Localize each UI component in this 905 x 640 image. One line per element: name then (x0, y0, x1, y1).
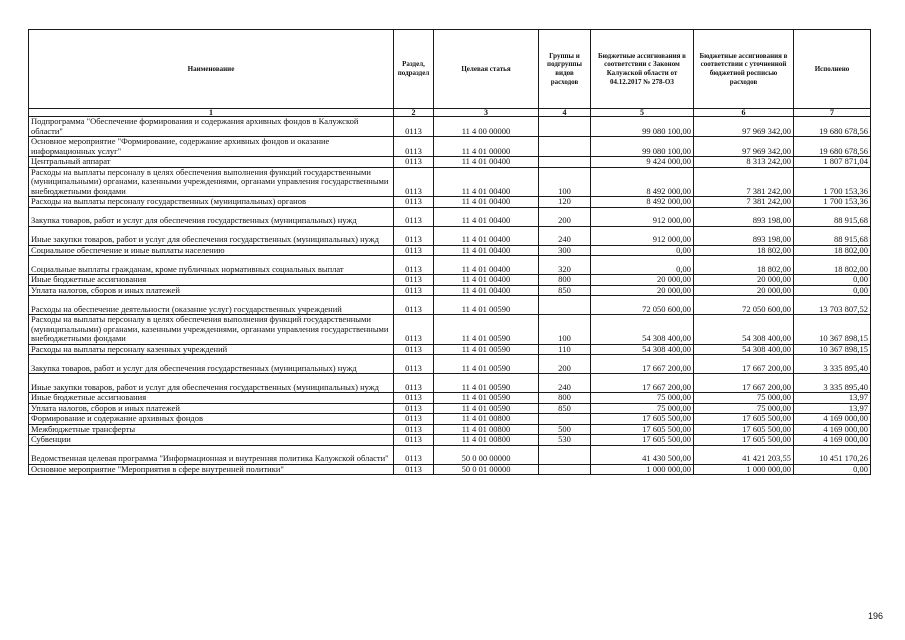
cell-name: Закупка товаров, работ и услуг для обеспечения государственных (муниципальных) нужд (29, 207, 394, 226)
cell-section: 0113 (394, 256, 434, 275)
cell-law-allocation: 41 430 500,00 (591, 445, 694, 464)
cell-refined-allocation: 41 421 203,55 (694, 445, 794, 464)
cell-law-allocation: 8 492 000,00 (591, 197, 694, 208)
budget-table-container (28, 29, 871, 475)
cell-executed: 19 680 678,56 (794, 117, 871, 137)
table-row (29, 445, 871, 464)
cell-name: Формирование и содержание архивных фондов (29, 414, 394, 425)
cell-target-article: 11 4 01 00400 (434, 207, 539, 226)
cell-law-allocation: 1 000 000,00 (591, 464, 694, 475)
column-number: 2 (394, 109, 434, 117)
cell-target-article: 11 4 01 00590 (434, 393, 539, 404)
cell-target-article: 11 4 01 00400 (434, 256, 539, 275)
cell-target-article: 11 4 01 00400 (434, 285, 539, 296)
cell-section: 0113 (394, 445, 434, 464)
cell-law-allocation: 17 605 500,00 (591, 424, 694, 435)
table-row (29, 285, 871, 296)
table-row (29, 435, 871, 446)
table-row (29, 275, 871, 286)
cell-expense-group: 240 (539, 226, 591, 245)
cell-executed: 13,97 (794, 393, 871, 404)
cell-executed: 4 169 000,00 (794, 435, 871, 446)
column-number-row (29, 109, 871, 117)
cell-refined-allocation: 893 198,00 (694, 226, 794, 245)
cell-executed: 4 169 000,00 (794, 424, 871, 435)
cell-target-article: 50 0 00 00000 (434, 445, 539, 464)
cell-executed: 4 169 000,00 (794, 414, 871, 425)
cell-target-article: 11 4 01 00800 (434, 435, 539, 446)
cell-target-article: 11 4 01 00590 (434, 403, 539, 414)
cell-section: 0113 (394, 344, 434, 355)
cell-law-allocation: 99 080 100,00 (591, 117, 694, 137)
cell-name: Межбюджетные трансферты (29, 424, 394, 435)
cell-section: 0113 (394, 137, 434, 157)
table-row (29, 464, 871, 475)
table-row (29, 117, 871, 137)
cell-target-article: 11 4 01 00400 (434, 157, 539, 168)
cell-refined-allocation: 54 308 400,00 (694, 315, 794, 345)
cell-expense-group: 320 (539, 256, 591, 275)
cell-section: 0113 (394, 414, 434, 425)
cell-law-allocation: 0,00 (591, 256, 694, 275)
cell-expense-group: 500 (539, 424, 591, 435)
cell-expense-group: 110 (539, 344, 591, 355)
cell-law-allocation: 17 605 500,00 (591, 435, 694, 446)
header-section: Раздел, подраздел (394, 30, 434, 109)
cell-section: 0113 (394, 393, 434, 404)
cell-name: Расходы на выплаты персоналу в целях обеспечения выполнения функций государственными (муниципальными) органами, казенными учреждениями, органами управления государственными внебюджетными фондами (29, 315, 394, 345)
cell-executed: 13,97 (794, 403, 871, 414)
header-target-article: Целевая статья (434, 30, 539, 109)
cell-law-allocation: 8 492 000,00 (591, 167, 694, 197)
cell-refined-allocation: 18 802,00 (694, 245, 794, 256)
cell-name: Иные бюджетные ассигнования (29, 393, 394, 404)
cell-section: 0113 (394, 435, 434, 446)
cell-law-allocation: 75 000,00 (591, 403, 694, 414)
cell-executed: 0,00 (794, 275, 871, 286)
cell-expense-group: 800 (539, 275, 591, 286)
cell-executed: 1 700 153,36 (794, 197, 871, 208)
cell-name: Уплата налогов, сборов и иных платежей (29, 403, 394, 414)
cell-name: Ведомственная целевая программа "Информационная и внутренняя политика Калужской области" (29, 445, 394, 464)
cell-expense-group: 100 (539, 167, 591, 197)
table-row (29, 355, 871, 374)
cell-name: Закупка товаров, работ и услуг для обеспечения государственных (муниципальных) нужд (29, 355, 394, 374)
cell-law-allocation: 72 050 600,00 (591, 296, 694, 315)
cell-target-article: 11 4 01 00800 (434, 424, 539, 435)
table-row (29, 344, 871, 355)
cell-section: 0113 (394, 464, 434, 475)
cell-refined-allocation: 20 000,00 (694, 275, 794, 286)
cell-refined-allocation: 17 605 500,00 (694, 435, 794, 446)
cell-expense-group (539, 414, 591, 425)
cell-law-allocation: 20 000,00 (591, 275, 694, 286)
header-refined-allocation: Бюджетные ассигнования в соответствии с уточненной бюджетной росписью расходов (694, 30, 794, 109)
cell-refined-allocation: 7 381 242,00 (694, 197, 794, 208)
cell-section: 0113 (394, 374, 434, 393)
cell-refined-allocation: 97 969 342,00 (694, 117, 794, 137)
cell-refined-allocation: 17 605 500,00 (694, 424, 794, 435)
cell-law-allocation: 17 667 200,00 (591, 355, 694, 374)
cell-section: 0113 (394, 424, 434, 435)
table-row (29, 256, 871, 275)
table-row (29, 315, 871, 345)
cell-refined-allocation: 8 313 242,00 (694, 157, 794, 168)
cell-expense-group: 200 (539, 355, 591, 374)
cell-section: 0113 (394, 285, 434, 296)
cell-target-article: 11 4 00 00000 (434, 117, 539, 137)
cell-target-article: 11 4 01 00400 (434, 245, 539, 256)
cell-section: 0113 (394, 315, 434, 345)
cell-target-article: 11 4 01 00590 (434, 355, 539, 374)
cell-target-article: 11 4 01 00400 (434, 226, 539, 245)
cell-section: 0113 (394, 355, 434, 374)
cell-refined-allocation: 17 605 500,00 (694, 414, 794, 425)
table-row (29, 245, 871, 256)
cell-name: Иные бюджетные ассигнования (29, 275, 394, 286)
header-executed: Исполнено (794, 30, 871, 109)
header-name: Наименование (29, 30, 394, 109)
column-number: 5 (591, 109, 694, 117)
cell-refined-allocation: 75 000,00 (694, 403, 794, 414)
cell-executed: 3 335 895,40 (794, 355, 871, 374)
cell-refined-allocation: 17 667 200,00 (694, 374, 794, 393)
table-row (29, 374, 871, 393)
cell-executed: 88 915,68 (794, 226, 871, 245)
cell-expense-group: 800 (539, 393, 591, 404)
cell-executed: 0,00 (794, 464, 871, 475)
table-row (29, 197, 871, 208)
cell-law-allocation: 54 308 400,00 (591, 315, 694, 345)
table-row (29, 414, 871, 425)
cell-expense-group: 240 (539, 374, 591, 393)
cell-executed: 10 367 898,15 (794, 344, 871, 355)
cell-executed: 3 335 895,40 (794, 374, 871, 393)
cell-executed: 1 700 153,36 (794, 167, 871, 197)
cell-target-article: 11 4 01 00800 (434, 414, 539, 425)
cell-section: 0113 (394, 245, 434, 256)
cell-target-article: 11 4 01 00400 (434, 197, 539, 208)
cell-expense-group: 300 (539, 245, 591, 256)
column-number: 7 (794, 109, 871, 117)
cell-law-allocation: 0,00 (591, 245, 694, 256)
header-row (29, 30, 871, 109)
cell-section: 0113 (394, 207, 434, 226)
cell-executed: 0,00 (794, 285, 871, 296)
cell-executed: 13 703 807,52 (794, 296, 871, 315)
cell-refined-allocation: 97 969 342,00 (694, 137, 794, 157)
cell-section: 0113 (394, 275, 434, 286)
cell-executed: 18 802,00 (794, 245, 871, 256)
table-row (29, 226, 871, 245)
cell-refined-allocation: 17 667 200,00 (694, 355, 794, 374)
cell-law-allocation: 17 667 200,00 (591, 374, 694, 393)
cell-name: Иные закупки товаров, работ и услуг для обеспечения государственных (муниципальных) нужд (29, 226, 394, 245)
cell-target-article: 11 4 01 00590 (434, 344, 539, 355)
cell-target-article: 11 4 01 00000 (434, 137, 539, 157)
cell-name: Центральный аппарат (29, 157, 394, 168)
cell-section: 0113 (394, 226, 434, 245)
table-row (29, 207, 871, 226)
cell-target-article: 50 0 01 00000 (434, 464, 539, 475)
cell-refined-allocation: 72 050 600,00 (694, 296, 794, 315)
table-row (29, 424, 871, 435)
cell-law-allocation: 54 308 400,00 (591, 344, 694, 355)
cell-target-article: 11 4 01 00400 (434, 167, 539, 197)
cell-name: Основное мероприятие "Формирование, содержание архивных фондов и оказание информационных услуг" (29, 137, 394, 157)
cell-expense-group (539, 117, 591, 137)
cell-executed: 1 807 871,04 (794, 157, 871, 168)
cell-target-article: 11 4 01 00590 (434, 315, 539, 345)
cell-expense-group (539, 137, 591, 157)
cell-name: Социальные выплаты гражданам, кроме публичных нормативных социальных выплат (29, 256, 394, 275)
header-expense-group: Группы и подгруппы видов расходов (539, 30, 591, 109)
cell-law-allocation: 912 000,00 (591, 226, 694, 245)
cell-law-allocation: 75 000,00 (591, 393, 694, 404)
cell-expense-group: 850 (539, 403, 591, 414)
budget-table (28, 29, 871, 475)
cell-expense-group: 100 (539, 315, 591, 345)
column-number: 4 (539, 109, 591, 117)
cell-expense-group (539, 157, 591, 168)
column-number: 1 (29, 109, 394, 117)
cell-name: Расходы на обеспечение деятельности (оказание услуг) государственных учреждений (29, 296, 394, 315)
table-row (29, 403, 871, 414)
table-row (29, 157, 871, 168)
cell-expense-group: 120 (539, 197, 591, 208)
cell-name: Уплата налогов, сборов и иных платежей (29, 285, 394, 296)
cell-section: 0113 (394, 403, 434, 414)
page-number: 196 (867, 611, 883, 621)
cell-name: Социальное обеспечение и иные выплаты населению (29, 245, 394, 256)
cell-refined-allocation: 7 381 242,00 (694, 167, 794, 197)
cell-refined-allocation: 18 802,00 (694, 256, 794, 275)
cell-law-allocation: 912 000,00 (591, 207, 694, 226)
cell-section: 0113 (394, 117, 434, 137)
cell-section: 0113 (394, 167, 434, 197)
cell-executed: 19 680 678,56 (794, 137, 871, 157)
cell-expense-group: 530 (539, 435, 591, 446)
cell-law-allocation: 99 080 100,00 (591, 137, 694, 157)
cell-law-allocation: 20 000,00 (591, 285, 694, 296)
cell-executed: 88 915,68 (794, 207, 871, 226)
cell-name: Расходы на выплаты персоналу в целях обеспечения выполнения функций государственными (муниципальными) органами, казенными учреждениями, органами управления государственными внебюджетными фондами (29, 167, 394, 197)
cell-expense-group: 200 (539, 207, 591, 226)
table-row (29, 296, 871, 315)
cell-executed: 18 802,00 (794, 256, 871, 275)
cell-target-article: 11 4 01 00400 (434, 275, 539, 286)
column-number: 3 (434, 109, 539, 117)
cell-refined-allocation: 1 000 000,00 (694, 464, 794, 475)
cell-expense-group: 850 (539, 285, 591, 296)
cell-refined-allocation: 893 198,00 (694, 207, 794, 226)
table-row (29, 137, 871, 157)
cell-executed: 10 367 898,15 (794, 315, 871, 345)
cell-refined-allocation: 20 000,00 (694, 285, 794, 296)
column-number: 6 (694, 109, 794, 117)
cell-law-allocation: 9 424 000,00 (591, 157, 694, 168)
cell-name: Субвенции (29, 435, 394, 446)
cell-refined-allocation: 54 308 400,00 (694, 344, 794, 355)
cell-section: 0113 (394, 296, 434, 315)
cell-expense-group (539, 296, 591, 315)
cell-target-article: 11 4 01 00590 (434, 374, 539, 393)
cell-name: Основное мероприятие "Мероприятия в сфере внутренней политики" (29, 464, 394, 475)
cell-name: Расходы на выплаты персоналу государственных (муниципальных) органов (29, 197, 394, 208)
cell-name: Иные закупки товаров, работ и услуг для обеспечения государственных (муниципальных) нужд (29, 374, 394, 393)
table-row (29, 393, 871, 404)
cell-executed: 10 451 170,26 (794, 445, 871, 464)
cell-refined-allocation: 75 000,00 (694, 393, 794, 404)
cell-name: Подпрограмма "Обеспечение формирования и содержания архивных фондов в Калужской области" (29, 117, 394, 137)
table-row (29, 167, 871, 197)
cell-section: 0113 (394, 197, 434, 208)
cell-expense-group (539, 464, 591, 475)
table-body (29, 117, 871, 475)
cell-expense-group (539, 445, 591, 464)
header-law-allocation: Бюджетные ассигнования в соответствии с Законом Калужской области от 04.12.2017 № 278-ОЗ (591, 30, 694, 109)
cell-section: 0113 (394, 157, 434, 168)
cell-law-allocation: 17 605 500,00 (591, 414, 694, 425)
cell-name: Расходы на выплаты персоналу казенных учреждений (29, 344, 394, 355)
cell-target-article: 11 4 01 00590 (434, 296, 539, 315)
